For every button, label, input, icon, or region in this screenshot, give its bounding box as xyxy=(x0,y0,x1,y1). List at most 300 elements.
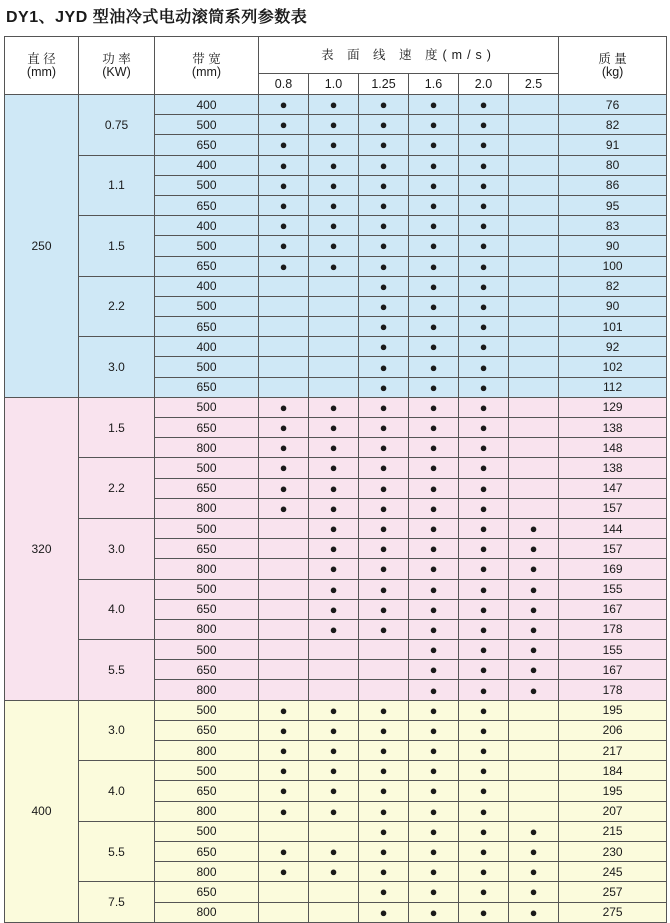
availability-dot: ● xyxy=(329,137,338,153)
speed-cell xyxy=(509,539,559,559)
availability-dot: ● xyxy=(529,601,538,617)
speed-cell xyxy=(309,559,359,579)
speed-cell xyxy=(359,236,409,256)
mass-cell: 245 xyxy=(559,862,667,882)
speed-cell xyxy=(509,720,559,740)
speed-cell xyxy=(459,458,509,478)
speed-cell xyxy=(309,700,359,720)
speed-cell xyxy=(309,115,359,135)
speed-cell xyxy=(459,498,509,518)
availability-dot: ● xyxy=(429,722,438,738)
speed-cell xyxy=(309,256,359,276)
availability-dot: ● xyxy=(329,198,338,214)
speed-cell xyxy=(459,438,509,458)
speed-cell xyxy=(259,95,309,115)
speed-cell xyxy=(459,518,509,538)
speed-cell xyxy=(259,135,309,155)
availability-dot: ● xyxy=(529,864,538,880)
speed-cell xyxy=(359,458,409,478)
availability-dot: ● xyxy=(329,743,338,759)
availability-dot: ● xyxy=(379,844,388,860)
speed-cell xyxy=(259,418,309,438)
availability-dot: ● xyxy=(379,743,388,759)
speed-cell xyxy=(509,518,559,538)
availability-dot: ● xyxy=(429,137,438,153)
availability-dot: ● xyxy=(429,198,438,214)
speed-cell xyxy=(309,357,359,377)
speed-cell xyxy=(409,236,459,256)
availability-dot: ● xyxy=(529,621,538,637)
speed-cell xyxy=(409,660,459,680)
speed-cell xyxy=(409,781,459,801)
speed-cell xyxy=(309,337,359,357)
speed-cell xyxy=(509,95,559,115)
speed-cell xyxy=(509,135,559,155)
belt-width-cell: 800 xyxy=(155,862,259,882)
speed-cell xyxy=(409,579,459,599)
speed-cell xyxy=(359,337,409,357)
availability-dot: ● xyxy=(379,904,388,920)
table-row xyxy=(5,761,667,781)
table-row xyxy=(5,397,667,417)
availability-dot: ● xyxy=(379,521,388,537)
availability-dot: ● xyxy=(379,702,388,718)
table-row xyxy=(5,276,667,296)
speed-cell xyxy=(509,781,559,801)
availability-dot: ● xyxy=(429,339,438,355)
availability-dot: ● xyxy=(379,884,388,900)
speed-cell xyxy=(309,377,359,397)
power-header-unit: (KW) xyxy=(102,64,131,79)
availability-dot: ● xyxy=(279,137,288,153)
power-cell: 1.1 xyxy=(79,155,155,216)
speed-cell xyxy=(309,579,359,599)
speed-cell xyxy=(259,155,309,175)
speed-cell xyxy=(359,175,409,195)
availability-dot: ● xyxy=(479,844,488,860)
speed-cell xyxy=(309,236,359,256)
speed-cell xyxy=(359,781,409,801)
diameter-header xyxy=(5,37,79,95)
availability-dot: ● xyxy=(429,743,438,759)
speed-cell xyxy=(309,862,359,882)
speed-cell xyxy=(359,397,409,417)
speed-cell xyxy=(509,296,559,316)
speed-cell xyxy=(259,781,309,801)
parameter-table xyxy=(4,36,667,923)
diameter-header-unit: (mm) xyxy=(26,64,57,79)
speed-cell xyxy=(459,619,509,639)
belt-width-cell: 500 xyxy=(155,296,259,316)
mass-cell: 86 xyxy=(559,175,667,195)
availability-dot: ● xyxy=(479,198,488,214)
speed-cell xyxy=(459,418,509,438)
speed-cell xyxy=(509,377,559,397)
power-cell: 2.2 xyxy=(79,276,155,337)
mass-cell: 178 xyxy=(559,680,667,700)
speed-cell xyxy=(259,397,309,417)
speed-cell xyxy=(459,660,509,680)
speed-col-header: 1.0 xyxy=(309,74,359,95)
speed-cell xyxy=(309,882,359,902)
speed-header: 表 面 线 速 度(m/s) xyxy=(259,37,559,74)
speed-cell xyxy=(409,357,459,377)
speed-cell xyxy=(459,781,509,801)
speed-cell xyxy=(309,195,359,215)
speed-cell xyxy=(309,539,359,559)
mass-cell: 206 xyxy=(559,720,667,740)
speed-cell xyxy=(459,195,509,215)
speed-cell xyxy=(509,700,559,720)
speed-cell xyxy=(359,619,409,639)
availability-dot: ● xyxy=(479,218,488,234)
mass-cell: 91 xyxy=(559,135,667,155)
belt-width-cell: 500 xyxy=(155,397,259,417)
belt-width-header-label: 带 宽 xyxy=(192,52,221,66)
availability-dot: ● xyxy=(429,500,438,516)
availability-dot: ● xyxy=(429,561,438,577)
speed-cell xyxy=(259,296,309,316)
belt-width-cell: 500 xyxy=(155,700,259,720)
belt-width-header-unit: (mm) xyxy=(191,64,222,79)
belt-width-cell: 500 xyxy=(155,236,259,256)
speed-col-header: 1.6 xyxy=(409,74,459,95)
availability-dot: ● xyxy=(329,783,338,799)
speed-cell xyxy=(359,841,409,861)
availability-dot: ● xyxy=(379,177,388,193)
availability-dot: ● xyxy=(379,420,388,436)
availability-dot: ● xyxy=(329,763,338,779)
speed-cell xyxy=(359,317,409,337)
availability-dot: ● xyxy=(479,561,488,577)
availability-dot: ● xyxy=(479,339,488,355)
mass-cell: 178 xyxy=(559,619,667,639)
speed-cell xyxy=(409,115,459,135)
availability-dot: ● xyxy=(279,460,288,476)
speed-cell xyxy=(509,236,559,256)
availability-dot: ● xyxy=(279,177,288,193)
speed-cell xyxy=(259,216,309,236)
availability-dot: ● xyxy=(379,258,388,274)
table-row xyxy=(5,579,667,599)
availability-dot: ● xyxy=(479,783,488,799)
speed-cell xyxy=(409,95,459,115)
speed-cell xyxy=(259,862,309,882)
availability-dot: ● xyxy=(379,581,388,597)
belt-width-cell: 650 xyxy=(155,781,259,801)
availability-dot: ● xyxy=(429,621,438,637)
speed-col-header: 0.8 xyxy=(259,74,309,95)
power-cell: 3.0 xyxy=(79,700,155,761)
availability-dot: ● xyxy=(479,399,488,415)
availability-dot: ● xyxy=(479,864,488,880)
availability-dot: ● xyxy=(329,803,338,819)
availability-dot: ● xyxy=(279,399,288,415)
speed-cell xyxy=(409,801,459,821)
availability-dot: ● xyxy=(379,783,388,799)
speed-cell xyxy=(359,518,409,538)
speed-cell xyxy=(359,720,409,740)
speed-cell xyxy=(259,498,309,518)
mass-cell: 217 xyxy=(559,741,667,761)
availability-dot: ● xyxy=(429,541,438,557)
speed-cell xyxy=(409,498,459,518)
availability-dot: ● xyxy=(279,420,288,436)
availability-dot: ● xyxy=(279,743,288,759)
speed-cell xyxy=(309,599,359,619)
belt-width-cell: 500 xyxy=(155,115,259,135)
speed-cell xyxy=(409,276,459,296)
availability-dot: ● xyxy=(379,763,388,779)
availability-dot: ● xyxy=(479,177,488,193)
speed-cell xyxy=(459,862,509,882)
availability-dot: ● xyxy=(329,440,338,456)
availability-dot: ● xyxy=(429,319,438,335)
availability-dot: ● xyxy=(379,561,388,577)
availability-dot: ● xyxy=(279,440,288,456)
availability-dot: ● xyxy=(429,662,438,678)
table-body xyxy=(5,95,667,923)
availability-dot: ● xyxy=(379,823,388,839)
speed-cell xyxy=(259,599,309,619)
speed-cell xyxy=(509,841,559,861)
availability-dot: ● xyxy=(329,157,338,173)
speed-cell xyxy=(509,619,559,639)
availability-dot: ● xyxy=(479,480,488,496)
speed-cell xyxy=(259,518,309,538)
availability-dot: ● xyxy=(429,783,438,799)
availability-dot: ● xyxy=(379,399,388,415)
mass-cell: 147 xyxy=(559,478,667,498)
speed-cell xyxy=(459,821,509,841)
availability-dot: ● xyxy=(479,722,488,738)
speed-cell xyxy=(409,458,459,478)
speed-cell xyxy=(509,902,559,922)
table-row xyxy=(5,337,667,357)
table-row xyxy=(5,882,667,902)
availability-dot: ● xyxy=(329,500,338,516)
availability-dot: ● xyxy=(379,238,388,254)
speed-cell xyxy=(309,640,359,660)
speed-cell xyxy=(309,720,359,740)
speed-cell xyxy=(309,781,359,801)
mass-cell: 148 xyxy=(559,438,667,458)
mass-cell: 195 xyxy=(559,781,667,801)
speed-cell xyxy=(459,680,509,700)
availability-dot: ● xyxy=(479,97,488,113)
speed-cell xyxy=(509,155,559,175)
belt-width-cell: 650 xyxy=(155,418,259,438)
availability-dot: ● xyxy=(329,702,338,718)
availability-dot: ● xyxy=(479,884,488,900)
speed-cell xyxy=(459,135,509,155)
availability-dot: ● xyxy=(279,702,288,718)
availability-dot: ● xyxy=(379,218,388,234)
speed-cell xyxy=(459,478,509,498)
speed-cell xyxy=(509,317,559,337)
availability-dot: ● xyxy=(479,521,488,537)
availability-dot: ● xyxy=(429,823,438,839)
availability-dot: ● xyxy=(379,117,388,133)
availability-dot: ● xyxy=(379,480,388,496)
availability-dot: ● xyxy=(329,864,338,880)
mass-cell: 90 xyxy=(559,296,667,316)
availability-dot: ● xyxy=(379,198,388,214)
speed-cell xyxy=(509,559,559,579)
availability-dot: ● xyxy=(279,218,288,234)
table-row xyxy=(5,216,667,236)
speed-cell xyxy=(309,902,359,922)
power-cell: 5.5 xyxy=(79,821,155,882)
speed-cell xyxy=(359,761,409,781)
availability-dot: ● xyxy=(329,238,338,254)
speed-cell xyxy=(309,175,359,195)
speed-cell xyxy=(509,862,559,882)
speed-cell xyxy=(409,559,459,579)
speed-cell xyxy=(409,175,459,195)
speed-cell xyxy=(359,438,409,458)
availability-dot: ● xyxy=(479,642,488,658)
speed-cell xyxy=(409,599,459,619)
availability-dot: ● xyxy=(279,238,288,254)
belt-width-cell: 800 xyxy=(155,438,259,458)
belt-width-cell: 500 xyxy=(155,761,259,781)
availability-dot: ● xyxy=(379,298,388,314)
speed-cell xyxy=(459,377,509,397)
mass-cell: 92 xyxy=(559,337,667,357)
speed-cell xyxy=(459,761,509,781)
speed-cell xyxy=(409,680,459,700)
availability-dot: ● xyxy=(279,480,288,496)
speed-cell xyxy=(459,882,509,902)
power-cell: 1.5 xyxy=(79,216,155,277)
availability-dot: ● xyxy=(429,238,438,254)
diameter-cell: 320 xyxy=(5,397,79,700)
mass-cell: 100 xyxy=(559,256,667,276)
speed-cell xyxy=(309,680,359,700)
belt-width-cell: 800 xyxy=(155,498,259,518)
speed-cell xyxy=(509,801,559,821)
speed-cell xyxy=(509,397,559,417)
speed-cell xyxy=(259,741,309,761)
power-cell: 4.0 xyxy=(79,579,155,640)
availability-dot: ● xyxy=(379,722,388,738)
speed-cell xyxy=(359,821,409,841)
availability-dot: ● xyxy=(529,823,538,839)
speed-cell xyxy=(459,175,509,195)
belt-width-cell: 650 xyxy=(155,720,259,740)
speed-cell xyxy=(309,761,359,781)
availability-dot: ● xyxy=(329,97,338,113)
availability-dot: ● xyxy=(429,803,438,819)
speed-cell xyxy=(459,317,509,337)
belt-width-cell: 400 xyxy=(155,155,259,175)
speed-cell xyxy=(309,801,359,821)
belt-width-cell: 650 xyxy=(155,539,259,559)
availability-dot: ● xyxy=(479,440,488,456)
power-cell: 7.5 xyxy=(79,882,155,922)
availability-dot: ● xyxy=(429,117,438,133)
availability-dot: ● xyxy=(379,339,388,355)
speed-cell xyxy=(309,418,359,438)
availability-dot: ● xyxy=(429,480,438,496)
availability-dot: ● xyxy=(479,803,488,819)
availability-dot: ● xyxy=(379,621,388,637)
speed-cell xyxy=(509,418,559,438)
speed-cell xyxy=(359,357,409,377)
availability-dot: ● xyxy=(479,702,488,718)
speed-cell xyxy=(509,680,559,700)
availability-dot: ● xyxy=(479,601,488,617)
speed-cell xyxy=(259,619,309,639)
speed-col-header: 2.0 xyxy=(459,74,509,95)
mass-cell: 184 xyxy=(559,761,667,781)
speed-cell xyxy=(309,841,359,861)
availability-dot: ● xyxy=(329,399,338,415)
availability-dot: ● xyxy=(529,884,538,900)
speed-cell xyxy=(259,640,309,660)
speed-cell xyxy=(509,741,559,761)
availability-dot: ● xyxy=(429,258,438,274)
availability-dot: ● xyxy=(479,541,488,557)
availability-dot: ● xyxy=(379,278,388,294)
speed-cell xyxy=(459,640,509,660)
speed-cell xyxy=(409,216,459,236)
belt-width-cell: 800 xyxy=(155,902,259,922)
speed-cell xyxy=(459,559,509,579)
availability-dot: ● xyxy=(479,379,488,395)
speed-cell xyxy=(409,619,459,639)
speed-cell xyxy=(359,599,409,619)
mass-cell: 167 xyxy=(559,599,667,619)
availability-dot: ● xyxy=(479,278,488,294)
speed-cell xyxy=(459,720,509,740)
availability-dot: ● xyxy=(279,500,288,516)
availability-dot: ● xyxy=(379,379,388,395)
speed-cell xyxy=(509,175,559,195)
availability-dot: ● xyxy=(529,581,538,597)
belt-width-cell: 800 xyxy=(155,741,259,761)
belt-width-cell: 650 xyxy=(155,377,259,397)
availability-dot: ● xyxy=(329,460,338,476)
availability-dot: ● xyxy=(529,642,538,658)
belt-width-cell: 800 xyxy=(155,801,259,821)
speed-cell xyxy=(509,438,559,458)
mass-cell: 82 xyxy=(559,115,667,135)
speed-cell xyxy=(259,882,309,902)
speed-cell xyxy=(359,640,409,660)
speed-cell xyxy=(259,175,309,195)
speed-cell xyxy=(359,195,409,215)
availability-dot: ● xyxy=(529,682,538,698)
speed-cell xyxy=(509,195,559,215)
availability-dot: ● xyxy=(429,399,438,415)
speed-cell xyxy=(409,337,459,357)
availability-dot: ● xyxy=(279,803,288,819)
availability-dot: ● xyxy=(479,500,488,516)
speed-cell xyxy=(309,619,359,639)
mass-cell: 144 xyxy=(559,518,667,538)
availability-dot: ● xyxy=(429,218,438,234)
speed-cell xyxy=(359,115,409,135)
availability-dot: ● xyxy=(529,561,538,577)
speed-cell xyxy=(309,95,359,115)
speed-cell xyxy=(259,458,309,478)
availability-dot: ● xyxy=(379,359,388,375)
availability-dot: ● xyxy=(429,581,438,597)
speed-cell xyxy=(459,841,509,861)
speed-cell xyxy=(309,216,359,236)
